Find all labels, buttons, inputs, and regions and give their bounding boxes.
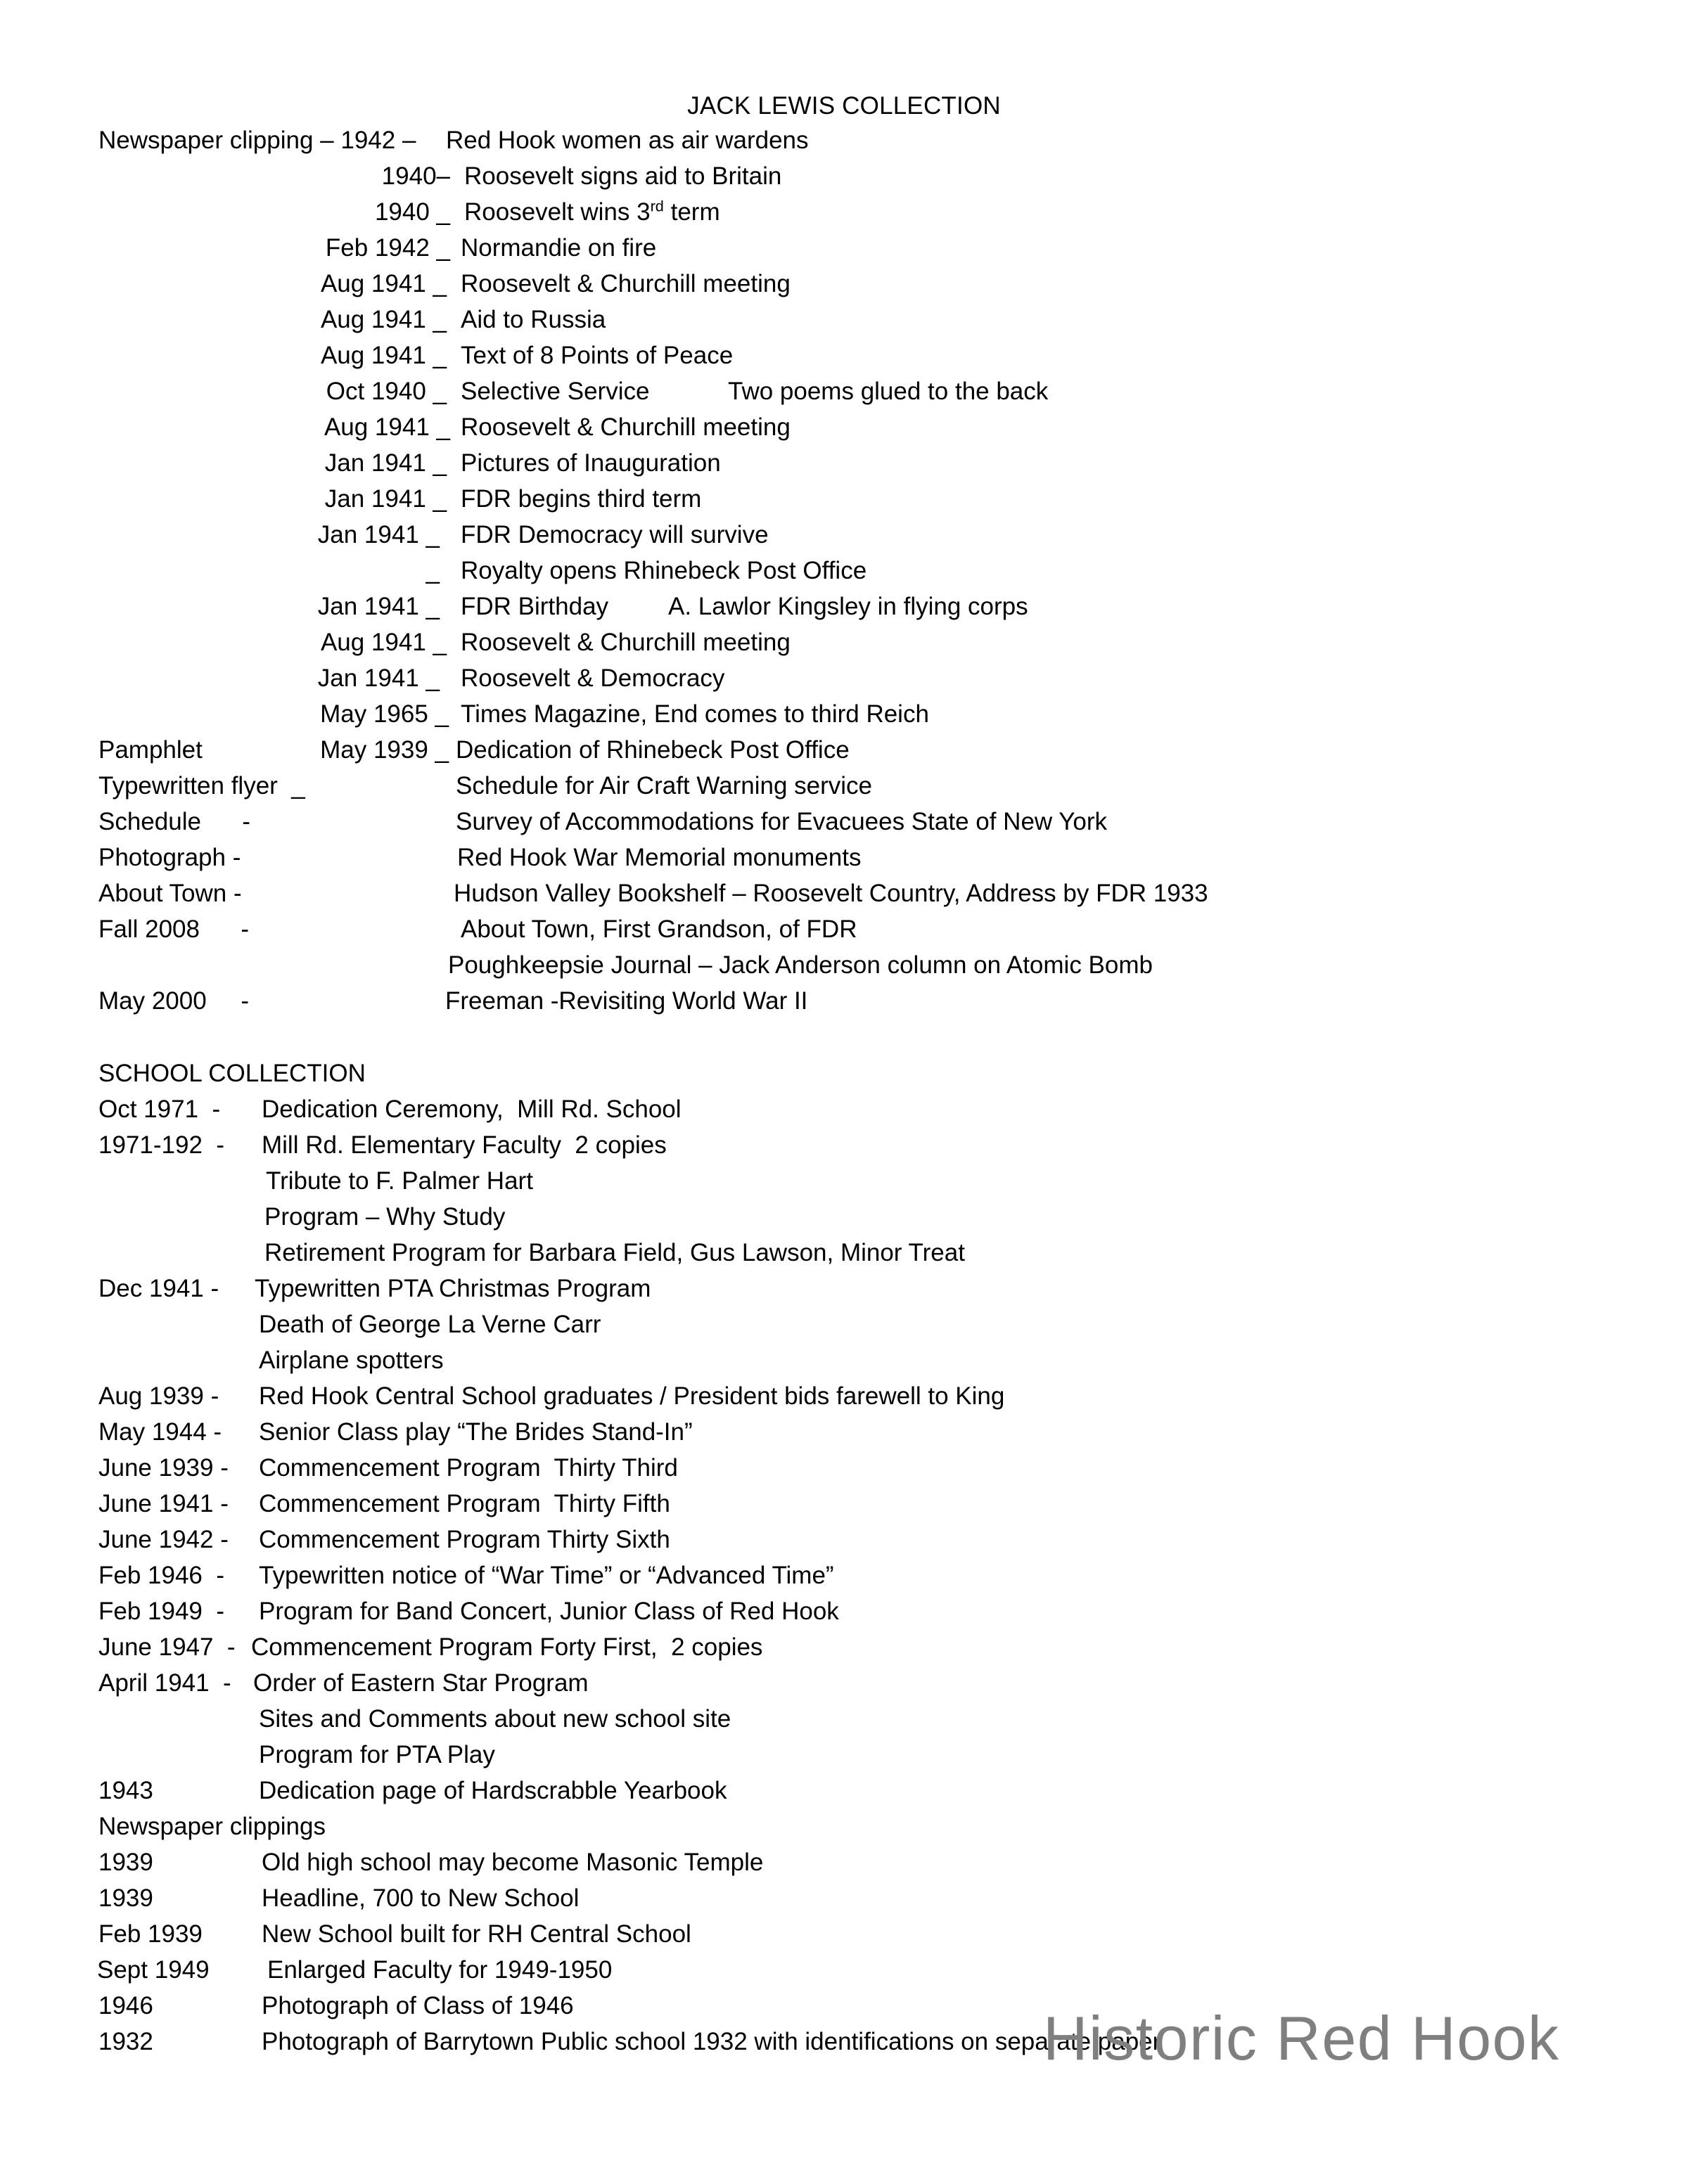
page-title: JACK LEWIS COLLECTION [687, 92, 1001, 120]
list-item-desc: Normandie on fire [461, 234, 657, 262]
watermark-historic-red-hook: Historic Red Hook [1043, 2003, 1560, 2073]
list-item-desc: FDR Democracy will survive [461, 521, 769, 548]
list-item-desc: Commencement Program Thirty Fifth [259, 1490, 670, 1517]
list-item-desc: Death of George La Verne Carr [259, 1311, 601, 1338]
list-item-desc: Old high school may become Masonic Temple [262, 1849, 764, 1876]
list-item-desc: Order of Eastern Star Program [253, 1669, 589, 1697]
list-item-desc: Sites and Comments about new school site [259, 1705, 731, 1733]
list-item-desc: Dedication page of Hardscrabble Yearbook [259, 1777, 727, 1804]
desc-text-post: term [663, 198, 720, 226]
list-item-date: April 1941 - [98, 1669, 231, 1697]
list-item-kind: Typewritten flyer _ [98, 772, 305, 799]
list-item-desc: FDR begins third term [461, 485, 702, 513]
list-item-kind: May 2000 - [98, 987, 249, 1015]
list-item-date: Aug 1941 _ [320, 629, 447, 656]
list-item-desc: Enlarged Faculty for 1949-1950 [267, 1956, 613, 1984]
list-item-date: Feb 1942 _ [325, 234, 450, 262]
list-item-kind: Newspaper clipping – 1942 – [98, 127, 416, 154]
list-item-desc: Aid to Russia [461, 306, 606, 333]
list-item-date: 1940– [381, 162, 450, 190]
list-item-desc: Roosevelt & Democracy [461, 664, 725, 692]
list-item-desc: Commencement Program Forty First, 2 copies [251, 1633, 763, 1661]
list-item-desc: Dedication Ceremony, Mill Rd. School [262, 1096, 682, 1123]
list-item-desc: Headline, 700 to New School [262, 1884, 580, 1912]
list-item-date: 1971-192 - [98, 1131, 225, 1159]
list-item-desc: Red Hook women as air wardens [446, 127, 809, 154]
list-item-date: Aug 1941 _ [320, 342, 447, 369]
list-item-desc: Roosevelt signs aid to Britain [464, 162, 782, 190]
list-item-kind: Fall 2008 - [98, 916, 249, 943]
list-item-desc: Poughkeepsie Journal – Jack Anderson column on Atomic Bomb [448, 951, 1153, 979]
list-item-date: 1943 [98, 1777, 153, 1804]
list-item-desc: Selective Service [461, 378, 650, 405]
list-item-desc: Commencement Program Thirty Third [259, 1454, 678, 1482]
list-item-kind: Schedule - [98, 808, 250, 835]
list-item-date: Aug 1941 _ [320, 306, 447, 333]
list-item-date: 1946 [98, 1992, 153, 2019]
list-item-date: Oct 1940 _ [326, 378, 447, 405]
list-item-date: 1939 [98, 1884, 153, 1912]
list-item-date: Dec 1941 - [98, 1275, 219, 1302]
list-item-desc: New School built for RH Central School [262, 1920, 691, 1948]
list-item-date: Aug 1941 _ [320, 270, 447, 297]
list-item-desc: Schedule for Air Craft Warning service [456, 772, 872, 799]
list-item-date: Aug 1939 - [98, 1382, 219, 1410]
list-item-date: _ [426, 557, 440, 584]
list-item-date: Oct 1971 - [98, 1096, 221, 1123]
list-item-date: Jan 1941 _ [317, 521, 440, 548]
list-item-desc: Dedication of Rhinebeck Post Office [456, 736, 850, 764]
list-item-kind: About Town - [98, 880, 242, 907]
list-item-date: Newspaper clippings [98, 1813, 326, 1840]
list-item-date: Feb 1939 [98, 1920, 203, 1948]
list-item-date: May 1965 _ [320, 700, 449, 728]
list-item-desc: Pictures of Inauguration [461, 449, 721, 477]
list-item-desc: FDR Birthday [461, 593, 609, 620]
list-item-desc: Program – Why Study [264, 1203, 506, 1231]
list-item-desc: Roosevelt & Churchill meeting [461, 413, 791, 441]
list-item-date: Jan 1941 _ [317, 593, 440, 620]
list-item-desc: Survey of Accommodations for Evacuees State of New York [456, 808, 1108, 835]
section-heading-school-collection: SCHOOL COLLECTION [98, 1060, 366, 1087]
list-item-date: June 1941 - [98, 1490, 229, 1517]
list-item-date: Jan 1941 _ [324, 449, 447, 477]
list-item-desc: Roosevelt & Churchill meeting [461, 629, 791, 656]
list-item-desc: Commencement Program Thirty Sixth [259, 1526, 670, 1553]
list-item-desc: Retirement Program for Barbara Field, Gus Lawson, Minor Treat [264, 1239, 965, 1266]
list-item-kind: Pamphlet [98, 736, 203, 764]
list-item-date: Aug 1941 _ [324, 413, 450, 441]
list-item-date: Jan 1941 _ [324, 485, 447, 513]
list-item-date: 1939 [98, 1849, 153, 1876]
list-item-date: Feb 1949 - [98, 1598, 224, 1625]
list-item-date: May 1944 - [98, 1418, 222, 1446]
list-item-desc: Program for PTA Play [259, 1741, 495, 1768]
list-item-date: May 1939 _ [320, 736, 449, 764]
ordinal-suffix: rd [650, 197, 664, 215]
list-item-kind: Photograph - [98, 844, 241, 871]
list-item-desc: Red Hook War Memorial monuments [457, 844, 862, 871]
desc-text-pre: Roosevelt wins 3 [464, 198, 651, 226]
list-item-date: Sept 1949 [97, 1956, 210, 1984]
list-item-desc: Typewritten PTA Christmas Program [255, 1275, 651, 1302]
list-item-date: June 1939 - [98, 1454, 229, 1482]
list-item-desc [464, 197, 720, 226]
list-item-desc: Typewritten notice of “War Time” or “Advanced Time” [259, 1562, 834, 1589]
list-item-desc: Photograph of Class of 1946 [262, 1992, 574, 2019]
list-item-desc: Tribute to F. Palmer Hart [266, 1167, 533, 1195]
list-item-desc: Red Hook Central School graduates / President bids farewell to King [259, 1382, 1005, 1410]
list-item-note: Two poems glued to the back [728, 378, 1049, 405]
list-item-desc: Roosevelt & Churchill meeting [461, 270, 791, 297]
list-item-desc: Senior Class play “The Brides Stand-In” [259, 1418, 693, 1446]
list-item-desc: Mill Rd. Elementary Faculty 2 copies [262, 1131, 667, 1159]
list-item-desc: Photograph of Barrytown Public school 1932 with identifications on separate paper [262, 2028, 1161, 2055]
list-item-desc: Text of 8 Points of Peace [461, 342, 734, 369]
list-item-desc: Program for Band Concert, Junior Class of Red Hook [259, 1598, 839, 1625]
list-item-date: Feb 1946 - [98, 1562, 224, 1589]
list-item-desc: Hudson Valley Bookshelf – Roosevelt Country, Address by FDR 1933 [454, 880, 1208, 907]
list-item-desc: Times Magazine, End comes to third Reich [461, 700, 929, 728]
list-item-note: A. Lawlor Kingsley in flying corps [668, 593, 1028, 620]
list-item-date: 1940 _ [374, 198, 450, 226]
list-item-date: Jan 1941 _ [317, 664, 440, 692]
list-item-date: 1932 [98, 2028, 153, 2055]
list-item-date: June 1947 - [98, 1633, 236, 1661]
list-item-date: June 1942 - [98, 1526, 229, 1553]
list-item-desc: About Town, First Grandson, of FDR [461, 916, 857, 943]
list-item-desc: Airplane spotters [259, 1347, 444, 1374]
list-item-desc: Royalty opens Rhinebeck Post Office [461, 557, 867, 584]
list-item-desc: Freeman -Revisiting World War II [445, 987, 808, 1015]
